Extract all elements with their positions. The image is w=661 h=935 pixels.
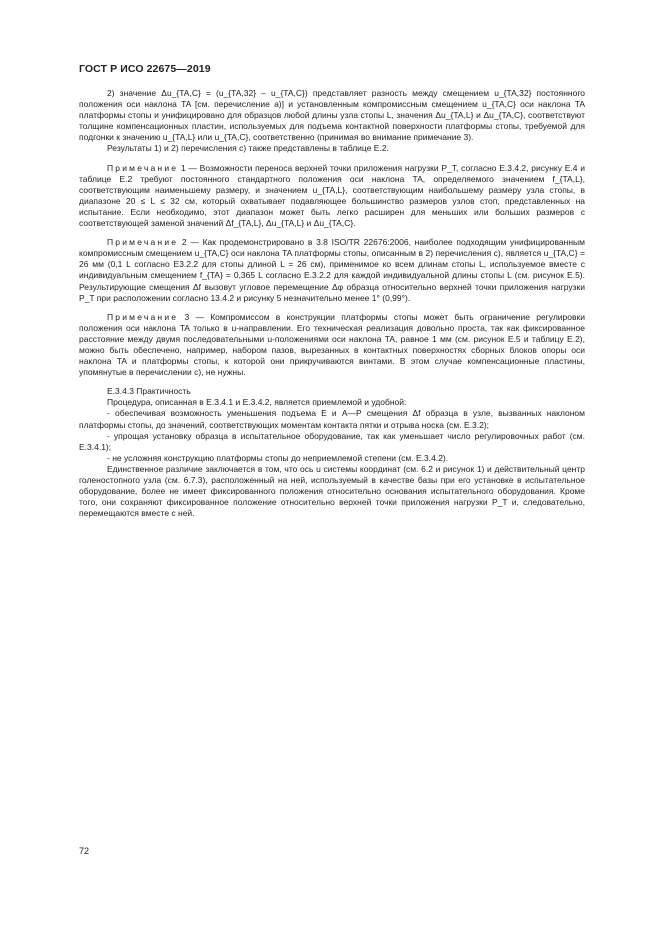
document-body — [79, 88, 585, 519]
note-1 — [79, 163, 585, 230]
list-item: - упрощая установку образца в испытательное оборудование, так как уменьшает число регулировочных работ (см. Е.3.4.1); — [79, 430, 585, 452]
page-number: 72 — [79, 846, 90, 856]
note-2 — [79, 237, 585, 304]
list-item: - не усложняя конструкцию платформы стопы до неприемлемой степени (см. Е.3.4.2). — [107, 452, 449, 463]
paragraph: Результаты 1) и 2) перечисления с) также представлены в таблице Е.2. — [107, 143, 389, 154]
paragraph: Процедура, описанная в Е.3.4.1 и Е.3.4.2, является приемлемой и удобной: — [107, 397, 407, 408]
paragraph: Единственное различие заключается в том, что ось u системы координат (см. 6.2 и рисунок 1) и действительный центр голеностопного узла (см. 6.7.3), расположенный на ней, используемый в качестве базы при его установке в испытательное оборудование, более не имеет фиксированного положения относительно основания испытательного оборудования. Кроме того, они сохраняют фиксированное положение относительно верхней точки приложения нагрузки P_T и, следовательно, перемещаются вместе с ней. — [79, 463, 585, 519]
document-header: ГОСТ Р ИСО 22675—2019 — [79, 63, 211, 75]
note-3 — [79, 312, 585, 379]
note-label: Примечание — [107, 162, 179, 173]
section-title: Е.3.4.3 Практичность — [107, 386, 191, 397]
note-text: 3 — Компромиссом в конструкции платформы стопы может быть ограничение регулировки положения оси наклона TA только в u-направлении. Его техническая реализация довольно проста, так как фиксированное расстояние между двумя последовательными u-положениями оси наклона TA, равное 1 мм (см. рисунок Е.5 и таблицу Е.2), можно быть обеспечено, например, набором пазов, вырезанных в контактных поверхностях сборных блоков опоры оси наклона TA и платформы стопы, к которой они прикручиваются винтами. В этом случае компенсационные пластины, упомянутые в перечислении с), не нужны. — [79, 311, 585, 378]
paragraph: 2) значение Δu_{TA,C} = (u_{TA,32} – u_{TA,C}) представляет разность между смещением u_{TA,32} постоянного положения оси наклона TA [см. перечисление а)] и установленным компромиссным смещением u_{TA,C} оси наклона TA платформы стопы и унифицировано для образцов любой длины узла стопы L, значения Δu_{TA,L} и Δu_{TA,C}, соответствуют толщине компенсационных пластин, используемых для подъема контактной поверхности платформы стопы, требуемой для подгонки к значению u_{TA,L} или u_{TA,C}, соответственно (принимая во внимание примечание 3). — [79, 88, 585, 143]
note-label: Примечание — [107, 237, 179, 248]
list-item: - обеспечивая возможность уменьшения подъема Е и А—Р смещения Δf образца в узле, вызванных наклоном платформы стопы, до значений, соответствующих моментам контакта пятки и отрыва носка (см. Е.3.2); — [79, 408, 585, 430]
note-text: 2 — Как продемонстрировано в 3.8 ISO/TR 22676:2006, наиболее подходящим унифицированным компромиссным смещением u_{TA,C} оси наклона TA платформы стопы, описанным в 2) перечисления с), является u_{TA,C} = 26 мм (0,1 L согласно Е3.2.2 для стопы длиной L = 26 см), применимое ко всем длинам стопы L, используемое вместе с индивидуальным смещением f_{TA} = 0,365 L согласно Е.3.2.2 для каждой индивидуальной длины стопы L (см. рисунок Е.5). Результирующие смещения Δf вызовут угловое перемещение Δφ образца относительно верхней точки приложения нагрузки P_T при расположении согласно 13.4.2 и рисунку 5 незначительно менее 1° (0,99°). — [79, 237, 585, 303]
note-text: 1 — Возможности переноса верхней точки приложения нагрузки P_T, согласно Е.3.4.2, рисунку Е.4 и таблице Е.2 требуют постоянного стандартного положения оси наклона TA, определяемого значением f_{TA,L}, соответствующим наименьшему размеру, и значением u_{TA,L}, соответствующим наибольшему размеру узла стопы, в диапазоне 20 ≤ L ≤ 32 см, который охватывает подавляющее большинство размеров узлов стоп, представленных на испытание. Если необходимо, этот диапазон может быть легко расширен для меньших или больших размеров с соответствующей заменой значений Δf_{TA,L}, Δu_{TA,L} и Δu_{TA,C}. — [79, 162, 585, 229]
note-label: Примечание — [107, 311, 179, 322]
